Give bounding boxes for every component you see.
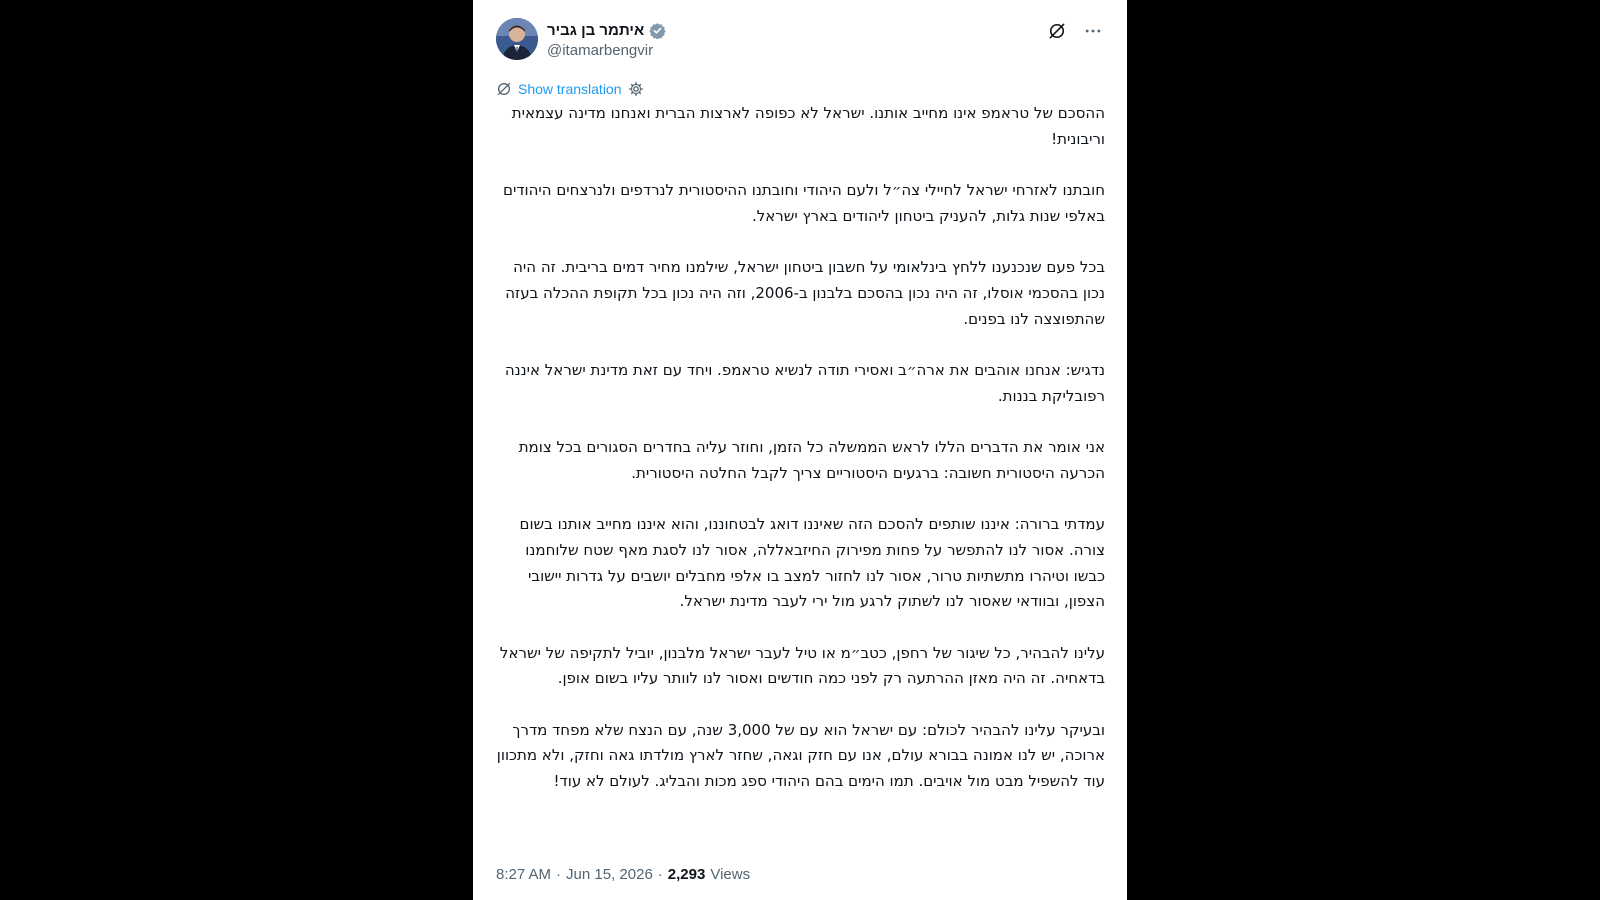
verified-badge-icon bbox=[649, 22, 666, 39]
tweet-paragraph: נדגיש: אנחנו אוהבים את ארה״ב ואסירי תודה לנשיא טראמפ. ויחד עם זאת מדינת ישראל איננה רפובליקת בננות. bbox=[504, 360, 1105, 405]
header-actions bbox=[1046, 20, 1104, 42]
tweet-paragraph: עלינו להבהיר, כל שיגור של רחפן, כטב״מ או טיל לעבר ישראל מלבנון, יוביל לתקיפה של ישראל בדאחיה. זה היה מאזן ההרתעה רק לפני כמה חודשים ואסור לנו לוותר עליו בשום אופן. bbox=[499, 643, 1105, 688]
tweet-paragraph: בכל פעם שנכנענו ללחץ בינלאומי על חשבון ביטחון ישראל, שילמנו מחיר דמים בריבית. זה היה נכון בהסכמי אוסלו, זה היה נכון בהסכם בלבנון ב-2006, וזה היה נכון בכל תקופת ההכלה בעזה שהתפוצצה לנו בפנים. bbox=[505, 258, 1105, 328]
avatar-portrait-icon bbox=[496, 18, 538, 60]
display-name-row bbox=[547, 19, 666, 41]
translation-row bbox=[496, 79, 644, 99]
meta-separator: · bbox=[556, 866, 562, 883]
tweet-date[interactable]: Jun 15, 2026 bbox=[566, 866, 653, 883]
tweet-paragraph: חובתנו לאזרחי ישראל לחיילי צה״ל ולעם היהודי וחובתנו ההיסטורית לנרדפים ולנרצחים היהודים באלפי שנות גלות, להעניק ביטחון ליהודים בארץ ישראל. bbox=[503, 181, 1105, 225]
translation-settings-icon[interactable] bbox=[628, 81, 644, 97]
more-icon[interactable] bbox=[1082, 20, 1104, 42]
tweet-paragraph: אני אומר את הדברים הללו לראש הממשלה כל הזמן, וחוזר עליה בחדרים הסגורים בכל צומת הכרעה היסטורית חשובה: ברגעים היסטוריים צריך לקבל החלטה היסטורית. bbox=[518, 438, 1105, 482]
views-count: 2,293 bbox=[667, 866, 706, 883]
show-translation-link[interactable]: Show translation bbox=[518, 81, 622, 97]
grok-icon[interactable] bbox=[1046, 20, 1068, 42]
avatar[interactable] bbox=[496, 18, 538, 60]
views-label: Views bbox=[710, 866, 751, 883]
tweet-header bbox=[496, 16, 1104, 64]
tweet-time[interactable]: 8:27 AM bbox=[496, 866, 552, 883]
author-identity bbox=[547, 19, 666, 59]
tweet-paragraph: ההסכם של טראמפ אינו מחייב אותנו. ישראל לא כפופה לארצות הברית ואנחנו מדינה עצמאית וריבונית! bbox=[511, 104, 1105, 148]
tweet-paragraph: ובעיקר עלינו להבהיר לכולם: עם ישראל הוא עם של 3,000 שנה, עם הנצח שלא מפחד מדרך ארוכה, יש לנו אמונה בבורא עולם, אנו עם חזק וגאה, שחזר לארץ מולדתו גאה וחזק, ולא מתכוון עוד להשפיל מבט מול אויבים. תמו הימים בהם היהודי ספג מכות והבליג. לעולם לא עוד! bbox=[496, 720, 1105, 791]
author-handle[interactable]: @itamarbengvir bbox=[547, 42, 654, 59]
display-name[interactable]: איתמר בן גביר bbox=[547, 21, 645, 39]
tweet-paragraph: עמדתי ברורה: איננו שותפים להסכם הזה שאיננו דואג לבטחוננו, והוא איננו מחייב אותנו בשום צורה. אסור לנו להתפשר על פחות מפירוק החיזבאללה, אסור לנו לסגת מאף שטח שלוחמנו כבשו וטיהרו מתשתיות טרור, אסור לנו לחזור למצב בו אלפי מחבלים יושבים על גדרות יישובי הצפון, ובוודאי שאסור לנו לשתוק לרגע מול ירי לעבר מדינת ישראל. bbox=[519, 515, 1105, 611]
meta-separator: · bbox=[657, 866, 663, 883]
tweet-card bbox=[473, 0, 1127, 900]
tweet-body bbox=[495, 101, 1105, 795]
tweet-meta bbox=[496, 866, 750, 883]
grok-translate-icon bbox=[496, 81, 512, 97]
